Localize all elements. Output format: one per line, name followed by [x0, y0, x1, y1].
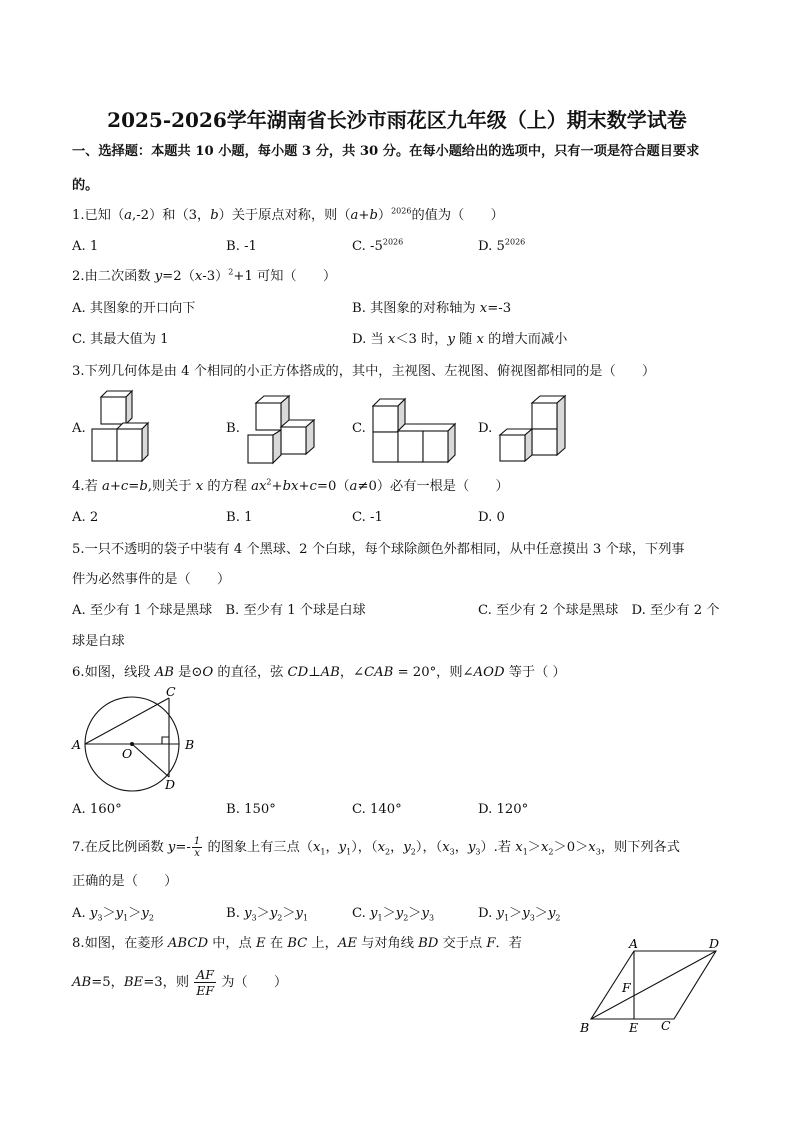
label-c: C	[661, 1018, 671, 1033]
q1-option-c: C. $-5^{2026}$	[352, 237, 404, 254]
q1-option-a: A. 1	[72, 239, 99, 254]
cube-figure-b	[244, 394, 324, 466]
rhombus-diagram	[576, 934, 726, 1038]
q2-option-c: C. 其最大值为 1	[72, 332, 169, 347]
q2-option-b: B. 其图象的对称轴为 x=-3	[352, 301, 512, 316]
q1-option-b: B. -1	[226, 239, 257, 254]
label-c: C	[166, 684, 176, 699]
question-8-stem: 8.如图，在菱形 ABCD 中，点 E 在 BC 上，AE 与对角线 BD 交于点 F．若	[72, 936, 522, 951]
label-d: D	[165, 777, 176, 792]
q7-option-b: B. $y_3>y_2>y_1$	[226, 906, 309, 923]
q2-option-a: A. 其图象的开口向下	[72, 301, 196, 316]
fraction-1-over-x: $\frac{1}{x}$	[193, 836, 201, 859]
q6-option-a: A. 160°	[72, 802, 122, 817]
section-header-cont: 的。	[72, 178, 99, 193]
question-7-stem-cont: 正确的是（ ）	[72, 874, 178, 889]
q6-option-b: B. 150°	[226, 802, 276, 817]
cube-figure-d	[496, 394, 572, 466]
q3-option-b: B.	[226, 421, 240, 436]
q3-option-c: C.	[352, 421, 366, 436]
question-2-stem: 2.由二次函数 $y=2(x-3)^2+1$ 可知（ ）	[72, 267, 337, 284]
q4-option-a: A. 2	[72, 510, 99, 525]
q7-option-c: C. $y_1>y_2>y_3$	[352, 906, 435, 923]
q4-option-b: B. 1	[226, 510, 253, 525]
q3-option-a: A.	[72, 421, 86, 436]
label-o: O	[122, 746, 133, 761]
label-f: F	[622, 980, 631, 995]
fraction-af-over-ef: $\frac{AF}{EF}$	[196, 967, 215, 998]
question-5-stem-cont: 件为必然事件的是（ ）	[72, 572, 231, 587]
q6-option-d: D. 120°	[478, 802, 529, 817]
q5-options-cd: C. 至少有 2 个球是黑球 D. 至少有 2 个	[478, 603, 720, 618]
question-6-stem: 6.如图，线段 AB 是⊙O 的直径，弦 CD⊥AB，∠CAB = 20°，则∠AOD 等于（ ）	[72, 665, 566, 680]
section-header: 一、选择题：本题共 10 小题，每小题 3 分，共 30 分。在每小题给出的选项中，只有一项是符合题目要求	[72, 144, 700, 159]
q5-options-ab: A. 至少有 1 个球是黑球 B. 至少有 1 个球是白球	[72, 603, 366, 618]
circle-diagram	[68, 684, 198, 796]
label-d: D	[709, 936, 720, 951]
question-8-stem-cont: AB=5，BE=3，则 $\frac{AF}{EF}$ 为（ ）	[72, 967, 288, 998]
label-b: B	[185, 737, 195, 752]
q3-option-d: D.	[478, 421, 493, 436]
q2-option-d: D. 当 x＜3 时，y 随 x 的增大而减小	[352, 332, 568, 347]
q7-option-d: D. $y_1>y_3>y_2$	[478, 906, 561, 923]
label-b: B	[580, 1020, 590, 1035]
cube-figure-c	[370, 398, 462, 466]
q6-option-c: C. 140°	[352, 802, 402, 817]
question-7-stem: 7.在反比例函数 y=- $\frac{1}{x}$ 的图象上有三点（$x_1$，$y_1$），（$x_2$，$y_2$），（$x_3$，$y_3$）.若 $x_1>x_2>0>x_3$，则下列各式	[72, 836, 680, 859]
q7-option-a: A. $y_3>y_1>y_2$	[72, 906, 154, 923]
q5-options-cont: 球是白球	[72, 634, 125, 649]
question-5-stem: 5.一只不透明的袋子中装有 4 个黑球、2 个白球，每个球除颜色外都相同，从中任意摸出 3 个球，下列事	[72, 542, 685, 557]
label-e: E	[629, 1020, 639, 1035]
question-3-stem: 3.下列几何体是由 4 个相同的小正方体搭成的，其中，主视图、左视图、俯视图都相同的是（ ）	[72, 364, 656, 379]
q1-option-d: D. $5^{2026}$	[478, 237, 526, 254]
cube-figure-a	[86, 392, 156, 464]
page-title: 2025-2026学年湖南省长沙市雨花区九年级（上）期末数学试卷	[107, 108, 687, 132]
question-4-stem: 4.若 a+c=b,则关于 x 的方程 $ax^2+bx+c=0(a\ne 0)$必有一根是（ ）	[72, 477, 509, 494]
q4-option-c: C. -1	[352, 510, 383, 525]
question-1-stem: 1.已知（a,-2）和（3，b）关于原点对称，则$(a+b)^{2026}$的值为（ ）	[72, 206, 504, 223]
label-a: A	[72, 737, 82, 752]
label-a: A	[629, 936, 639, 951]
q4-option-d: D. 0	[478, 510, 505, 525]
